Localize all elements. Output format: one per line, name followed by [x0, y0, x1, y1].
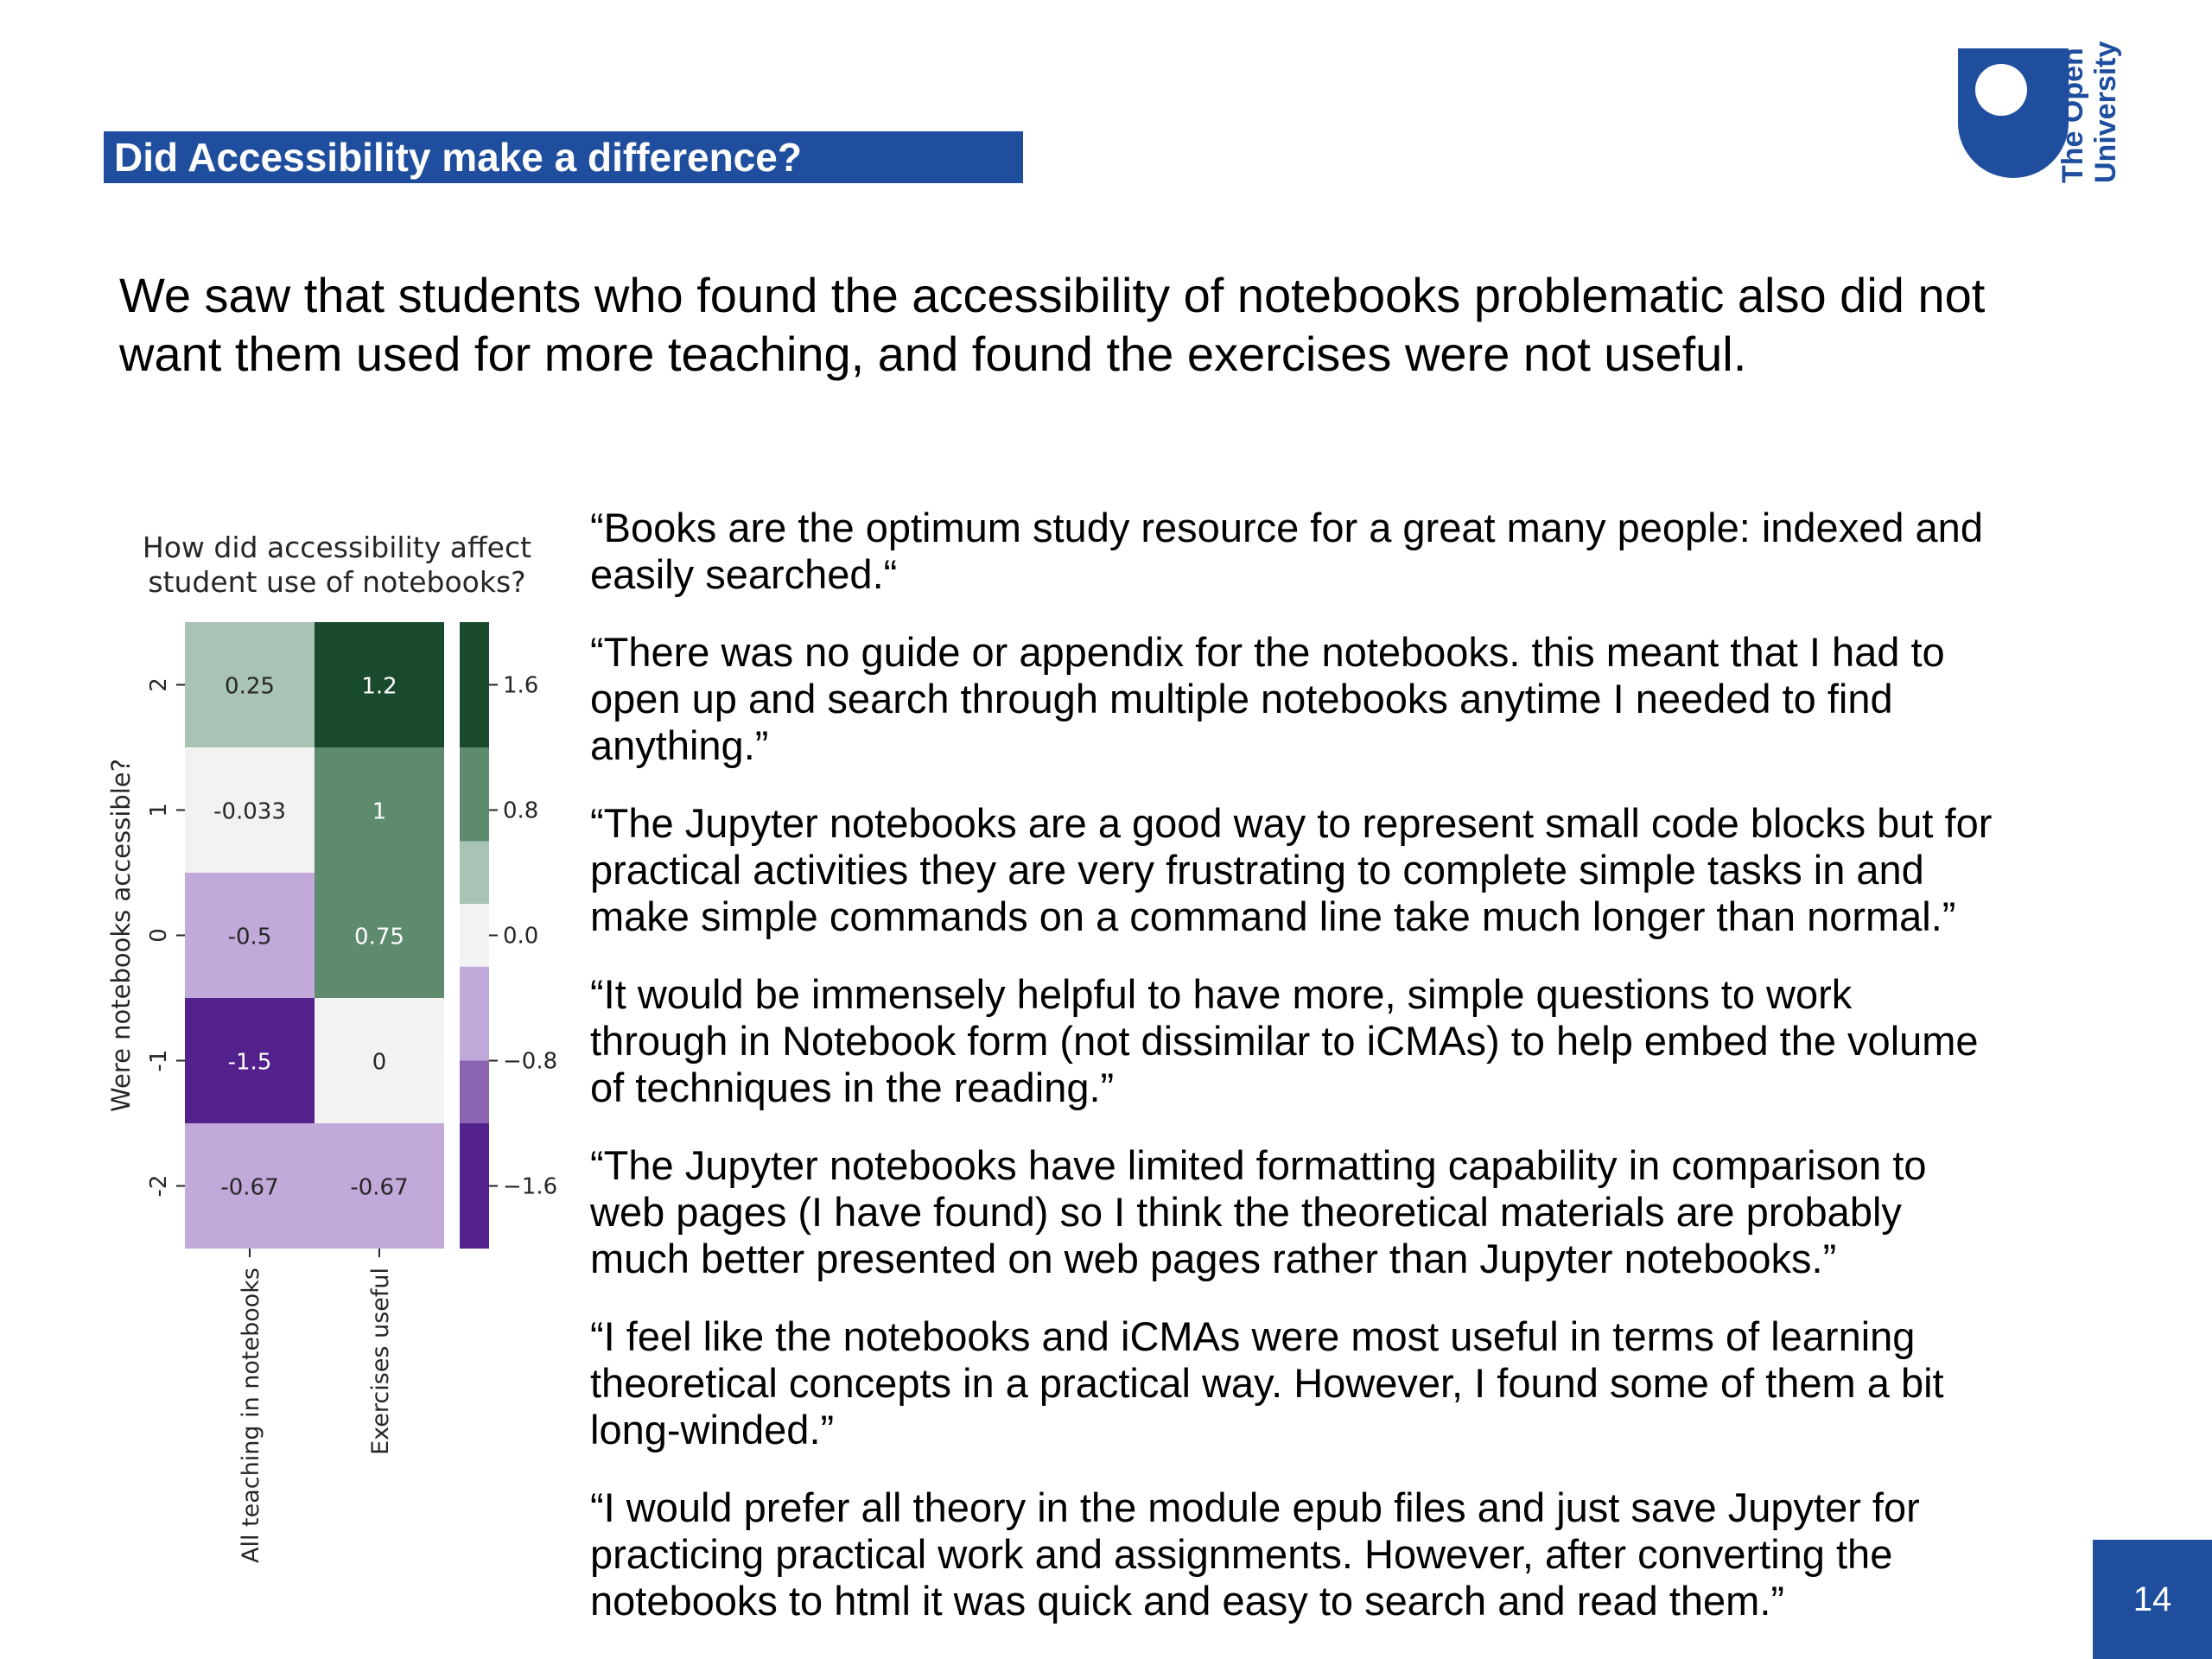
open-university-logo	[1955, 41, 2162, 192]
heatmap-cell-label: -0.67	[220, 1174, 279, 1201]
quote-line: web pages (I have found) so I think the theoretical materials are probably	[590, 1189, 1902, 1235]
heatmap-cell-label: -0.67	[350, 1174, 409, 1201]
heatmap-cell-label: 1.2	[361, 673, 397, 700]
quote-line: much better presented on web pages rather than Jupyter notebooks.”	[590, 1236, 1837, 1281]
heatmap-svg	[95, 518, 579, 1581]
heatmap-cell-label: 1	[372, 798, 387, 825]
quote-line: make simple commands on a command line take much longer than normal.”	[590, 893, 1956, 939]
quote-line: “It would be immensely helpful to have more, simple questions to work	[590, 971, 1853, 1017]
colorbar-segment	[460, 747, 489, 842]
colorbar-tick-label: −1.6	[503, 1173, 558, 1200]
colorbar-segment	[460, 622, 489, 747]
quote-line: “The Jupyter notebooks have limited formatting capability in comparison to	[590, 1142, 1927, 1188]
page-number: 14	[2093, 1540, 2212, 1659]
intro-line: We saw that students who found the accessibility of notebooks problematic also did not	[119, 268, 1986, 322]
quote-line: “Books are the optimum study resource for a great many people: indexed and	[590, 505, 1983, 550]
chart-title-line: How did accessibility affect	[142, 531, 532, 564]
heatmap-cell-label: 0.25	[225, 673, 275, 700]
quote-line: through in Notebook form (not dissimilar to iCMAs) to help embed the volume	[590, 1018, 1979, 1064]
colorbar-segment	[460, 904, 489, 967]
colorbar-segment	[460, 967, 489, 1061]
y-tick-label: -2	[146, 1174, 172, 1198]
x-tick-label: All teaching in notebooks	[238, 1268, 264, 1563]
quote-line: open up and search through multiple notebooks anytime I needed to find	[590, 676, 1893, 721]
y-tick-label: -1	[146, 1049, 172, 1072]
quote-line: “I would prefer all theory in the module epub files and just save Jupyter for	[590, 1484, 1920, 1530]
quote-line: long-winded.”	[590, 1407, 835, 1452]
colorbar-segment	[460, 842, 489, 905]
chart-title-line: student use of notebooks?	[148, 565, 526, 599]
logo-line-1: The Open	[2056, 48, 2089, 183]
intro-text	[119, 266, 2107, 384]
y-tick-label: 0	[146, 928, 172, 943]
quote-line: easily searched.“	[590, 551, 898, 597]
quote-3	[590, 800, 2094, 940]
quote-line: anything.”	[590, 722, 769, 768]
quote-line: “I feel like the notebooks and iCMAs were most useful in terms of learning	[590, 1313, 1916, 1359]
quote-line: practical activities they are very frustrating to complete simple tasks in and	[590, 847, 1924, 893]
heatmap-cell-label: -1.5	[227, 1049, 272, 1076]
quote-6	[590, 1313, 2094, 1453]
heatmap-cell-label: -0.033	[213, 798, 286, 825]
colorbar-tick-label: 0.0	[503, 923, 539, 950]
x-tick-label: Exercises useful	[367, 1268, 394, 1455]
colorbar-segment	[460, 1123, 489, 1249]
quote-4	[590, 971, 2094, 1111]
slide-title: Did Accessibility make a difference?	[104, 131, 1023, 183]
logo-line-2: University	[2089, 41, 2122, 183]
quotes-list	[590, 505, 2094, 1656]
quote-line: theoretical concepts in a practical way. However, I found some of them a bit	[590, 1360, 1944, 1406]
intro-line: want them used for more teaching, and found the exercises were not useful.	[119, 327, 1747, 381]
quote-7	[590, 1484, 2094, 1624]
y-tick-label: 2	[146, 677, 172, 692]
quote-5	[590, 1142, 2094, 1282]
heatmap-chart	[95, 518, 579, 1581]
quote-line: “The Jupyter notebooks are a good way to represent small code blocks but for	[590, 800, 1993, 846]
colorbar-tick-label: −0.8	[503, 1048, 558, 1075]
colorbar-segment	[460, 1061, 489, 1124]
quote-line: of techniques in the reading.”	[590, 1065, 1115, 1110]
y-tick-label: 1	[146, 803, 172, 817]
heatmap-cell-label: 0.75	[354, 924, 404, 950]
quote-1	[590, 505, 2094, 598]
colorbar-tick-label: 0.8	[503, 798, 539, 824]
y-axis-label: Were notebooks accessible?	[106, 759, 136, 1112]
quote-line: practicing practical work and assignments. However, after converting the	[590, 1531, 1893, 1577]
logo-wordmark	[2056, 41, 2122, 183]
colorbar-tick-label: 1.6	[503, 672, 539, 699]
heatmap-cell-label: 0	[372, 1049, 387, 1076]
quote-2	[590, 629, 2094, 769]
heatmap-cell-label: -0.5	[227, 924, 272, 950]
quote-line: “There was no guide or appendix for the notebooks. this meant that I had to	[590, 629, 1945, 675]
quote-line: notebooks to html it was quick and easy to search and read them.”	[590, 1578, 1785, 1624]
